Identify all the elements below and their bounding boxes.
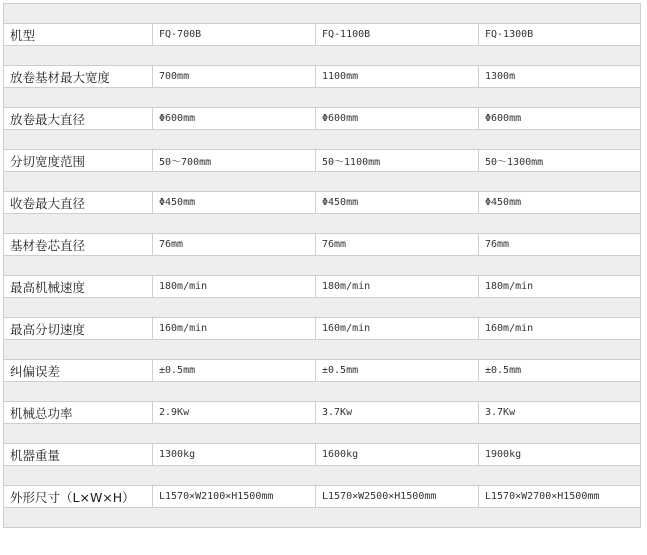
spacer-row — [4, 88, 641, 108]
spec-value: 1300kg — [153, 444, 316, 466]
table-row — [4, 486, 641, 508]
spec-value: FQ-1100B — [316, 24, 479, 46]
spacer-cell — [4, 340, 641, 360]
spacer-row — [4, 4, 641, 24]
spec-value: 50～1100mm — [316, 150, 479, 172]
spec-label: 最高机械速度 — [4, 276, 153, 298]
spec-value: L1570×W2500×H1500mm — [316, 486, 479, 508]
spec-value: ±0.5mm — [479, 360, 641, 382]
spec-label: 基材卷芯直径 — [4, 234, 153, 256]
table-row — [4, 108, 641, 130]
spec-value: 76mm — [316, 234, 479, 256]
spec-label: 分切宽度范围 — [4, 150, 153, 172]
spec-value: 2.9Kw — [153, 402, 316, 424]
table-row — [4, 318, 641, 340]
spec-value: 160m/min — [153, 318, 316, 340]
spec-value: 50～1300mm — [479, 150, 641, 172]
spacer-cell — [4, 4, 641, 24]
spec-value: ±0.5mm — [316, 360, 479, 382]
spacer-cell — [4, 256, 641, 276]
spacer-row — [4, 256, 641, 276]
spacer-row — [4, 424, 641, 444]
spacer-row — [4, 508, 641, 528]
spec-value: 180m/min — [316, 276, 479, 298]
spec-label: 收卷最大直径 — [4, 192, 153, 214]
spacer-cell — [4, 46, 641, 66]
table-row — [4, 192, 641, 214]
spacer-cell — [4, 214, 641, 234]
spacer-cell — [4, 172, 641, 192]
spec-value: Φ600mm — [316, 108, 479, 130]
spacer-cell — [4, 130, 641, 150]
table-row — [4, 444, 641, 466]
spec-value: Φ450mm — [316, 192, 479, 214]
spec-value: FQ-1300B — [479, 24, 641, 46]
table-row — [4, 66, 641, 88]
spec-value: ±0.5mm — [153, 360, 316, 382]
table-row — [4, 234, 641, 256]
spec-value: 180m/min — [153, 276, 316, 298]
spacer-row — [4, 214, 641, 234]
table-row — [4, 276, 641, 298]
table-row — [4, 150, 641, 172]
spec-value: 3.7Kw — [479, 402, 641, 424]
spec-label: 最高分切速度 — [4, 318, 153, 340]
spacer-cell — [4, 508, 641, 528]
spec-value: L1570×W2100×H1500mm — [153, 486, 316, 508]
spacer-cell — [4, 424, 641, 444]
spacer-cell — [4, 298, 641, 318]
spacer-row — [4, 172, 641, 192]
spacer-row — [4, 130, 641, 150]
spec-value: Φ450mm — [479, 192, 641, 214]
spec-value: 180m/min — [479, 276, 641, 298]
spacer-cell — [4, 88, 641, 108]
spacer-row — [4, 466, 641, 486]
spec-label: 外形尺寸（L×W×H） — [4, 486, 153, 508]
spacer-cell — [4, 466, 641, 486]
spec-value: 1300m — [479, 66, 641, 88]
spec-label: 机器重量 — [4, 444, 153, 466]
spec-value: Φ600mm — [153, 108, 316, 130]
table-row — [4, 24, 641, 46]
spec-value: 700mm — [153, 66, 316, 88]
spec-value: 1100mm — [316, 66, 479, 88]
spec-value: Φ450mm — [153, 192, 316, 214]
spec-value: 1900kg — [479, 444, 641, 466]
spec-value: Φ600mm — [479, 108, 641, 130]
spec-label: 放卷最大直径 — [4, 108, 153, 130]
spec-label: 放卷基材最大宽度 — [4, 66, 153, 88]
spec-label: 机械总功率 — [4, 402, 153, 424]
spacer-row — [4, 46, 641, 66]
spec-value: 76mm — [153, 234, 316, 256]
spacer-row — [4, 340, 641, 360]
spec-label: 机型 — [4, 24, 153, 46]
spacer-row — [4, 298, 641, 318]
spec-value: 76mm — [479, 234, 641, 256]
table-row — [4, 360, 641, 382]
spacer-row — [4, 382, 641, 402]
spec-value: 160m/min — [479, 318, 641, 340]
table-row — [4, 402, 641, 424]
spacer-cell — [4, 382, 641, 402]
spec-value: 3.7Kw — [316, 402, 479, 424]
spec-label: 纠偏误差 — [4, 360, 153, 382]
spec-value: 160m/min — [316, 318, 479, 340]
spec-value: FQ-700B — [153, 24, 316, 46]
spec-table — [3, 3, 641, 528]
spec-table-body — [4, 4, 641, 528]
spec-value: 50～700mm — [153, 150, 316, 172]
spec-value: 1600kg — [316, 444, 479, 466]
spec-value: L1570×W2700×H1500mm — [479, 486, 641, 508]
